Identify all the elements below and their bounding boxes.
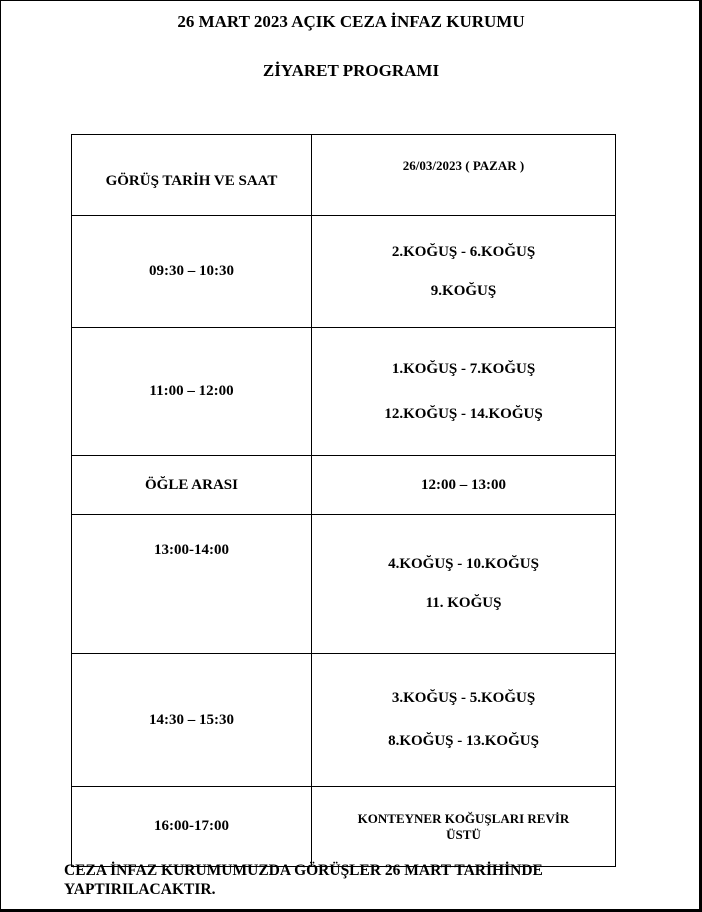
- time-cell: 14:30 – 15:30: [72, 654, 312, 787]
- ward-line: 12.KOĞUŞ - 14.KOĞUŞ: [384, 405, 543, 422]
- table-row: [72, 515, 616, 654]
- ward-line: 1.KOĞUŞ - 7.KOĞUŞ: [391, 360, 536, 377]
- wards-cell: [312, 328, 616, 456]
- ward-line: 9.KOĞUŞ: [430, 282, 497, 299]
- time-cell: 11:00 – 12:00: [72, 328, 312, 456]
- ward-line: 12:00 – 13:00: [421, 476, 506, 493]
- table-row: [72, 654, 616, 787]
- visit-schedule-table: [71, 134, 616, 867]
- header-date-time: GÖRÜŞ TARİH VE SAAT: [72, 135, 312, 216]
- footer-note: CEZA İNFAZ KURUMUMUZDA GÖRÜŞLER 26 MART TARİHİNDE YAPTIRILACAKTIR.: [64, 862, 543, 898]
- ward-line: 4.KOĞUŞ - 10.KOĞUŞ: [388, 556, 539, 572]
- page-subtitle: ZİYARET PROGRAMI: [262, 61, 440, 80]
- wards-cell: [312, 787, 616, 867]
- ward-line: 2.KOĞUŞ - 6.KOĞUŞ: [391, 243, 536, 260]
- wards-cell: [312, 456, 616, 515]
- table-row: [72, 787, 616, 867]
- ward-line: 8.KOĞUŞ - 13.KOĞUŞ: [388, 733, 539, 749]
- table-row: [72, 216, 616, 328]
- wards-cell: [312, 216, 616, 328]
- table-header-row: [72, 135, 616, 216]
- table-row: [72, 456, 616, 515]
- wards-cell: [312, 515, 616, 654]
- ward-line: 3.KOĞUŞ - 5.KOĞUŞ: [391, 690, 536, 706]
- table-row: [72, 328, 616, 456]
- time-cell: ÖĞLE ARASI: [72, 456, 312, 515]
- time-cell: 13:00-14:00: [72, 515, 312, 654]
- page-title: 26 MART 2023 AÇIK CEZA İNFAZ KURUMU: [177, 12, 525, 31]
- time-cell: 09:30 – 10:30: [72, 216, 312, 328]
- header-date: 26/03/2023 ( PAZAR ): [312, 135, 616, 216]
- time-cell: 16:00-17:00: [72, 787, 312, 867]
- ward-line: 11. KOĞUŞ: [425, 595, 502, 611]
- ward-line: KONTEYNER KOĞUŞLARI REVİR ÜSTÜ: [357, 810, 570, 842]
- wards-cell: [312, 654, 616, 787]
